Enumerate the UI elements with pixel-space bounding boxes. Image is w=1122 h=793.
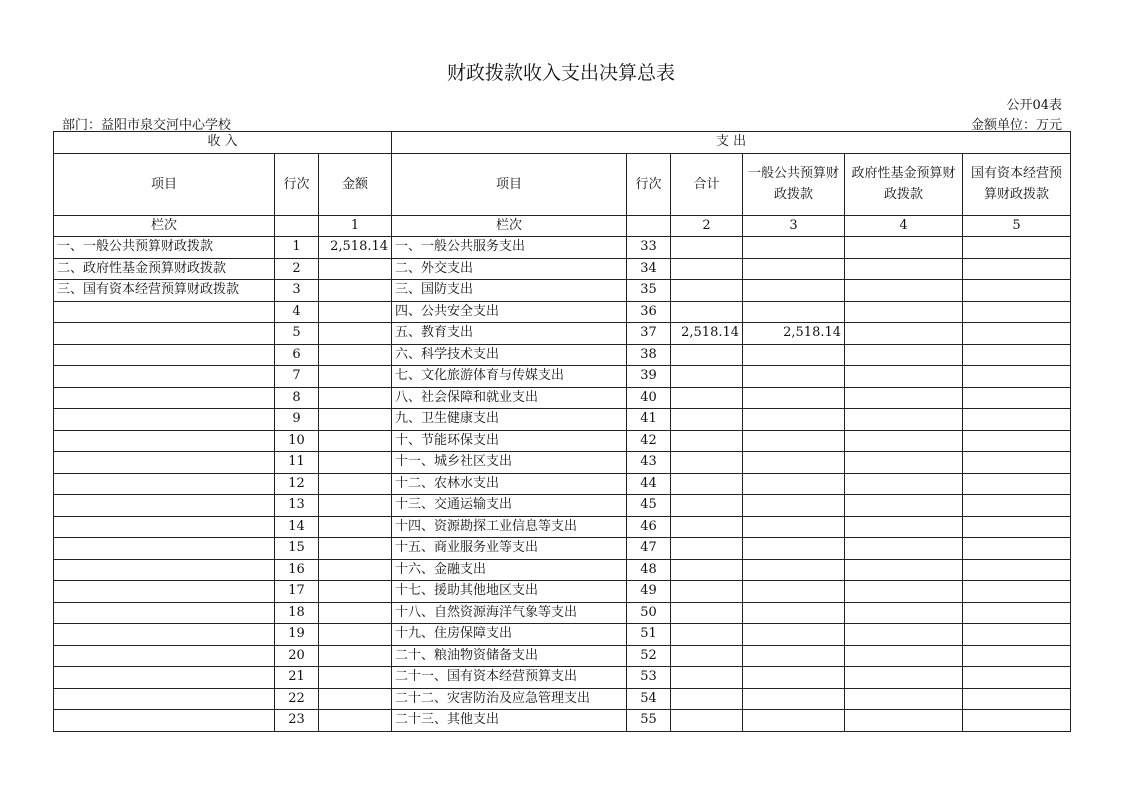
total-cell bbox=[671, 387, 743, 409]
income-row-no-cell: 15 bbox=[275, 538, 319, 560]
income-row-no-cell: 20 bbox=[275, 645, 319, 667]
income-item-cell bbox=[54, 495, 275, 517]
income-row-no-cell: 3 bbox=[275, 280, 319, 302]
total-cell bbox=[671, 538, 743, 560]
expense-item-cell: 一、一般公共服务支出 bbox=[392, 237, 627, 259]
expense-item-cell: 七、文化旅游体育与传媒支出 bbox=[392, 366, 627, 388]
expense-item-header: 项目 bbox=[392, 153, 627, 215]
income-item-header: 项目 bbox=[54, 153, 275, 215]
income-item-cell bbox=[54, 323, 275, 345]
state-capital-cell bbox=[963, 258, 1071, 280]
table-row bbox=[54, 645, 1071, 667]
total-header: 合计 bbox=[671, 153, 743, 215]
state-capital-cell bbox=[963, 581, 1071, 603]
general-budget-cell bbox=[743, 667, 845, 689]
income-item-cell bbox=[54, 344, 275, 366]
expense-row-no-cell: 38 bbox=[627, 344, 671, 366]
income-row-no-cell: 1 bbox=[275, 237, 319, 259]
total-cell bbox=[671, 452, 743, 474]
state-capital-cell bbox=[963, 452, 1071, 474]
empty-cell bbox=[627, 215, 671, 237]
gov-fund-cell bbox=[845, 366, 963, 388]
income-item-cell bbox=[54, 559, 275, 581]
gov-fund-cell bbox=[845, 667, 963, 689]
col-number: 2 bbox=[671, 215, 743, 237]
income-row-no-header: 行次 bbox=[275, 153, 319, 215]
general-budget-cell bbox=[743, 280, 845, 302]
empty-cell bbox=[275, 215, 319, 237]
total-cell bbox=[671, 344, 743, 366]
gov-fund-cell bbox=[845, 688, 963, 710]
general-budget-cell bbox=[743, 602, 845, 624]
expense-row-no-cell: 40 bbox=[627, 387, 671, 409]
income-item-cell bbox=[54, 624, 275, 646]
table-row bbox=[54, 430, 1071, 452]
expense-item-cell: 二十三、其他支出 bbox=[392, 710, 627, 732]
total-cell bbox=[671, 559, 743, 581]
gov-fund-header: 政府性基金预算财政拨款 bbox=[845, 153, 963, 215]
gov-fund-cell bbox=[845, 344, 963, 366]
general-budget-cell: 2,518.14 bbox=[743, 323, 845, 345]
table-row bbox=[54, 710, 1071, 732]
expense-row-no-cell: 45 bbox=[627, 495, 671, 517]
page-title: 财政拨款收入支出决算总表 bbox=[446, 62, 675, 84]
table-row bbox=[54, 366, 1071, 388]
table-row bbox=[54, 301, 1071, 323]
expense-row-no-cell: 48 bbox=[627, 559, 671, 581]
state-capital-cell bbox=[963, 688, 1071, 710]
amount-unit-label: 金额单位：万元 bbox=[970, 118, 1062, 133]
gov-fund-cell bbox=[845, 516, 963, 538]
income-amount-cell bbox=[319, 473, 392, 495]
total-cell bbox=[671, 237, 743, 259]
expense-row-no-cell: 35 bbox=[627, 280, 671, 302]
state-capital-cell bbox=[963, 280, 1071, 302]
income-row-no-cell: 6 bbox=[275, 344, 319, 366]
expense-row-no-cell: 39 bbox=[627, 366, 671, 388]
income-amount-cell bbox=[319, 430, 392, 452]
state-capital-cell bbox=[963, 301, 1071, 323]
state-capital-cell bbox=[963, 667, 1071, 689]
general-budget-cell bbox=[743, 710, 845, 732]
general-budget-cell bbox=[743, 645, 845, 667]
gov-fund-cell bbox=[845, 387, 963, 409]
income-row-no-cell: 8 bbox=[275, 387, 319, 409]
table-row bbox=[54, 323, 1071, 345]
income-item-cell bbox=[54, 409, 275, 431]
state-capital-cell bbox=[963, 602, 1071, 624]
general-budget-cell bbox=[743, 581, 845, 603]
gov-fund-cell bbox=[845, 581, 963, 603]
gov-fund-cell bbox=[845, 495, 963, 517]
general-budget-cell bbox=[743, 473, 845, 495]
state-capital-cell bbox=[963, 710, 1071, 732]
col-number: 1 bbox=[319, 215, 392, 237]
income-item-cell bbox=[54, 473, 275, 495]
budget-table bbox=[53, 131, 1071, 732]
gov-fund-cell bbox=[845, 710, 963, 732]
income-row-no-cell: 10 bbox=[275, 430, 319, 452]
gov-fund-cell bbox=[845, 602, 963, 624]
expense-row-no-cell: 37 bbox=[627, 323, 671, 345]
income-section-header: 收 入 bbox=[54, 132, 392, 154]
col-number: 3 bbox=[743, 215, 845, 237]
total-cell: 2,518.14 bbox=[671, 323, 743, 345]
income-amount-cell bbox=[319, 559, 392, 581]
income-row-no-cell: 23 bbox=[275, 710, 319, 732]
state-capital-cell bbox=[963, 645, 1071, 667]
expense-section-header: 支 出 bbox=[392, 132, 1071, 154]
expense-item-cell: 四、公共安全支出 bbox=[392, 301, 627, 323]
total-cell bbox=[671, 602, 743, 624]
table-row bbox=[54, 602, 1071, 624]
income-item-cell bbox=[54, 581, 275, 603]
total-cell bbox=[671, 430, 743, 452]
column-number-row bbox=[54, 215, 1071, 237]
income-amount-cell bbox=[319, 409, 392, 431]
income-row-no-cell: 17 bbox=[275, 581, 319, 603]
income-amount-header: 金额 bbox=[319, 153, 392, 215]
income-amount-cell: 2,518.14 bbox=[319, 237, 392, 259]
income-col-label: 栏次 bbox=[54, 215, 275, 237]
table-row bbox=[54, 280, 1071, 302]
expense-row-no-cell: 43 bbox=[627, 452, 671, 474]
expense-row-no-cell: 41 bbox=[627, 409, 671, 431]
table-row bbox=[54, 409, 1071, 431]
state-capital-cell bbox=[963, 387, 1071, 409]
expense-item-cell: 二十二、灾害防治及应急管理支出 bbox=[392, 688, 627, 710]
total-cell bbox=[671, 495, 743, 517]
state-capital-header: 国有资本经营预算财政拨款 bbox=[963, 153, 1071, 215]
total-cell bbox=[671, 258, 743, 280]
income-amount-cell bbox=[319, 387, 392, 409]
state-capital-cell bbox=[963, 323, 1071, 345]
state-capital-cell bbox=[963, 538, 1071, 560]
income-item-cell: 二、政府性基金预算财政拨款 bbox=[54, 258, 275, 280]
general-budget-cell bbox=[743, 452, 845, 474]
income-item-cell bbox=[54, 452, 275, 474]
income-item-cell bbox=[54, 667, 275, 689]
general-budget-cell bbox=[743, 301, 845, 323]
section-header-row bbox=[54, 132, 1071, 154]
general-budget-cell bbox=[743, 516, 845, 538]
table-row bbox=[54, 473, 1071, 495]
table-row bbox=[54, 258, 1071, 280]
state-capital-cell bbox=[963, 366, 1071, 388]
col-number: 4 bbox=[845, 215, 963, 237]
expense-row-no-cell: 33 bbox=[627, 237, 671, 259]
general-budget-cell bbox=[743, 409, 845, 431]
total-cell bbox=[671, 581, 743, 603]
expense-item-cell: 三、国防支出 bbox=[392, 280, 627, 302]
expense-item-cell: 二、外交支出 bbox=[392, 258, 627, 280]
income-amount-cell bbox=[319, 258, 392, 280]
gov-fund-cell bbox=[845, 559, 963, 581]
income-row-no-cell: 13 bbox=[275, 495, 319, 517]
income-amount-cell bbox=[319, 452, 392, 474]
state-capital-cell bbox=[963, 559, 1071, 581]
total-cell bbox=[671, 409, 743, 431]
income-item-cell bbox=[54, 387, 275, 409]
general-budget-cell bbox=[743, 344, 845, 366]
income-amount-cell bbox=[319, 344, 392, 366]
income-amount-cell bbox=[319, 280, 392, 302]
general-budget-cell bbox=[743, 237, 845, 259]
gov-fund-cell bbox=[845, 538, 963, 560]
expense-item-cell: 十三、交通运输支出 bbox=[392, 495, 627, 517]
total-cell bbox=[671, 645, 743, 667]
income-item-cell: 三、国有资本经营预算财政拨款 bbox=[54, 280, 275, 302]
income-row-no-cell: 9 bbox=[275, 409, 319, 431]
income-amount-cell bbox=[319, 602, 392, 624]
income-item-cell bbox=[54, 516, 275, 538]
gov-fund-cell bbox=[845, 237, 963, 259]
expense-row-no-cell: 51 bbox=[627, 624, 671, 646]
expense-row-no-cell: 44 bbox=[627, 473, 671, 495]
table-row bbox=[54, 387, 1071, 409]
expense-row-no-cell: 47 bbox=[627, 538, 671, 560]
income-item-cell bbox=[54, 430, 275, 452]
gov-fund-cell bbox=[845, 323, 963, 345]
gov-fund-cell bbox=[845, 430, 963, 452]
expense-row-no-cell: 50 bbox=[627, 602, 671, 624]
expense-item-cell: 十六、金融支出 bbox=[392, 559, 627, 581]
expense-item-cell: 十五、商业服务业等支出 bbox=[392, 538, 627, 560]
general-budget-cell bbox=[743, 688, 845, 710]
income-amount-cell bbox=[319, 645, 392, 667]
gov-fund-cell bbox=[845, 645, 963, 667]
income-amount-cell bbox=[319, 301, 392, 323]
expense-item-cell: 二十、粮油物资储备支出 bbox=[392, 645, 627, 667]
table-row bbox=[54, 495, 1071, 517]
table-row bbox=[54, 688, 1071, 710]
expense-row-no-cell: 42 bbox=[627, 430, 671, 452]
total-cell bbox=[671, 366, 743, 388]
expense-item-cell: 十一、城乡社区支出 bbox=[392, 452, 627, 474]
total-cell bbox=[671, 301, 743, 323]
expense-row-no-cell: 55 bbox=[627, 710, 671, 732]
expense-row-no-header: 行次 bbox=[627, 153, 671, 215]
income-row-no-cell: 5 bbox=[275, 323, 319, 345]
general-budget-cell bbox=[743, 559, 845, 581]
gov-fund-cell bbox=[845, 280, 963, 302]
general-budget-cell bbox=[743, 258, 845, 280]
gov-fund-cell bbox=[845, 473, 963, 495]
table-row bbox=[54, 344, 1071, 366]
expense-item-cell: 九、卫生健康支出 bbox=[392, 409, 627, 431]
income-row-no-cell: 11 bbox=[275, 452, 319, 474]
gov-fund-cell bbox=[845, 409, 963, 431]
income-amount-cell bbox=[319, 624, 392, 646]
expense-item-cell: 五、教育支出 bbox=[392, 323, 627, 345]
income-amount-cell bbox=[319, 495, 392, 517]
column-header-row bbox=[54, 153, 1071, 215]
income-item-cell bbox=[54, 538, 275, 560]
income-row-no-cell: 4 bbox=[275, 301, 319, 323]
income-amount-cell bbox=[319, 366, 392, 388]
state-capital-cell bbox=[963, 430, 1071, 452]
expense-row-no-cell: 54 bbox=[627, 688, 671, 710]
income-item-cell bbox=[54, 710, 275, 732]
general-budget-cell bbox=[743, 624, 845, 646]
expense-row-no-cell: 34 bbox=[627, 258, 671, 280]
total-cell bbox=[671, 516, 743, 538]
income-amount-cell bbox=[319, 323, 392, 345]
expense-row-no-cell: 49 bbox=[627, 581, 671, 603]
income-row-no-cell: 2 bbox=[275, 258, 319, 280]
general-budget-cell bbox=[743, 387, 845, 409]
table-row bbox=[54, 559, 1071, 581]
state-capital-cell bbox=[963, 409, 1071, 431]
form-number: 公开04表 bbox=[1006, 98, 1062, 113]
gov-fund-cell bbox=[845, 452, 963, 474]
table-row bbox=[54, 237, 1071, 259]
state-capital-cell bbox=[963, 495, 1071, 517]
income-row-no-cell: 22 bbox=[275, 688, 319, 710]
general-budget-cell bbox=[743, 430, 845, 452]
expense-col-label: 栏次 bbox=[392, 215, 627, 237]
expense-row-no-cell: 52 bbox=[627, 645, 671, 667]
income-item-cell: 一、一般公共预算财政拨款 bbox=[54, 237, 275, 259]
general-budget-header: 一般公共预算财政拨款 bbox=[743, 153, 845, 215]
total-cell bbox=[671, 473, 743, 495]
expense-item-cell: 十、节能环保支出 bbox=[392, 430, 627, 452]
income-row-no-cell: 18 bbox=[275, 602, 319, 624]
total-cell bbox=[671, 624, 743, 646]
income-row-no-cell: 12 bbox=[275, 473, 319, 495]
table-row bbox=[54, 667, 1071, 689]
income-item-cell bbox=[54, 366, 275, 388]
income-amount-cell bbox=[319, 581, 392, 603]
income-amount-cell bbox=[319, 516, 392, 538]
total-cell bbox=[671, 280, 743, 302]
general-budget-cell bbox=[743, 495, 845, 517]
income-row-no-cell: 19 bbox=[275, 624, 319, 646]
income-amount-cell bbox=[319, 667, 392, 689]
income-item-cell bbox=[54, 602, 275, 624]
expense-item-cell: 十九、住房保障支出 bbox=[392, 624, 627, 646]
gov-fund-cell bbox=[845, 301, 963, 323]
table-row bbox=[54, 538, 1071, 560]
expense-item-cell: 二十一、国有资本经营预算支出 bbox=[392, 667, 627, 689]
expense-item-cell: 十四、资源勘探工业信息等支出 bbox=[392, 516, 627, 538]
income-row-no-cell: 21 bbox=[275, 667, 319, 689]
income-item-cell bbox=[54, 645, 275, 667]
expense-item-cell: 八、社会保障和就业支出 bbox=[392, 387, 627, 409]
state-capital-cell bbox=[963, 344, 1071, 366]
table-row bbox=[54, 624, 1071, 646]
department-label: 部门：益阳市泉交河中心学校 bbox=[62, 118, 232, 133]
expense-item-cell: 十八、自然资源海洋气象等支出 bbox=[392, 602, 627, 624]
total-cell bbox=[671, 688, 743, 710]
expense-row-no-cell: 53 bbox=[627, 667, 671, 689]
gov-fund-cell bbox=[845, 624, 963, 646]
table-row bbox=[54, 516, 1071, 538]
table-row bbox=[54, 452, 1071, 474]
state-capital-cell bbox=[963, 473, 1071, 495]
income-row-no-cell: 7 bbox=[275, 366, 319, 388]
expense-item-cell: 十二、农林水支出 bbox=[392, 473, 627, 495]
gov-fund-cell bbox=[845, 258, 963, 280]
expense-row-no-cell: 46 bbox=[627, 516, 671, 538]
expense-item-cell: 十七、援助其他地区支出 bbox=[392, 581, 627, 603]
income-amount-cell bbox=[319, 710, 392, 732]
table-row bbox=[54, 581, 1071, 603]
state-capital-cell bbox=[963, 237, 1071, 259]
col-number: 5 bbox=[963, 215, 1071, 237]
income-row-no-cell: 16 bbox=[275, 559, 319, 581]
income-item-cell bbox=[54, 688, 275, 710]
state-capital-cell bbox=[963, 624, 1071, 646]
general-budget-cell bbox=[743, 366, 845, 388]
total-cell bbox=[671, 667, 743, 689]
total-cell bbox=[671, 710, 743, 732]
general-budget-cell bbox=[743, 538, 845, 560]
expense-row-no-cell: 36 bbox=[627, 301, 671, 323]
income-item-cell bbox=[54, 301, 275, 323]
income-amount-cell bbox=[319, 688, 392, 710]
state-capital-cell bbox=[963, 516, 1071, 538]
income-row-no-cell: 14 bbox=[275, 516, 319, 538]
income-amount-cell bbox=[319, 538, 392, 560]
expense-item-cell: 六、科学技术支出 bbox=[392, 344, 627, 366]
